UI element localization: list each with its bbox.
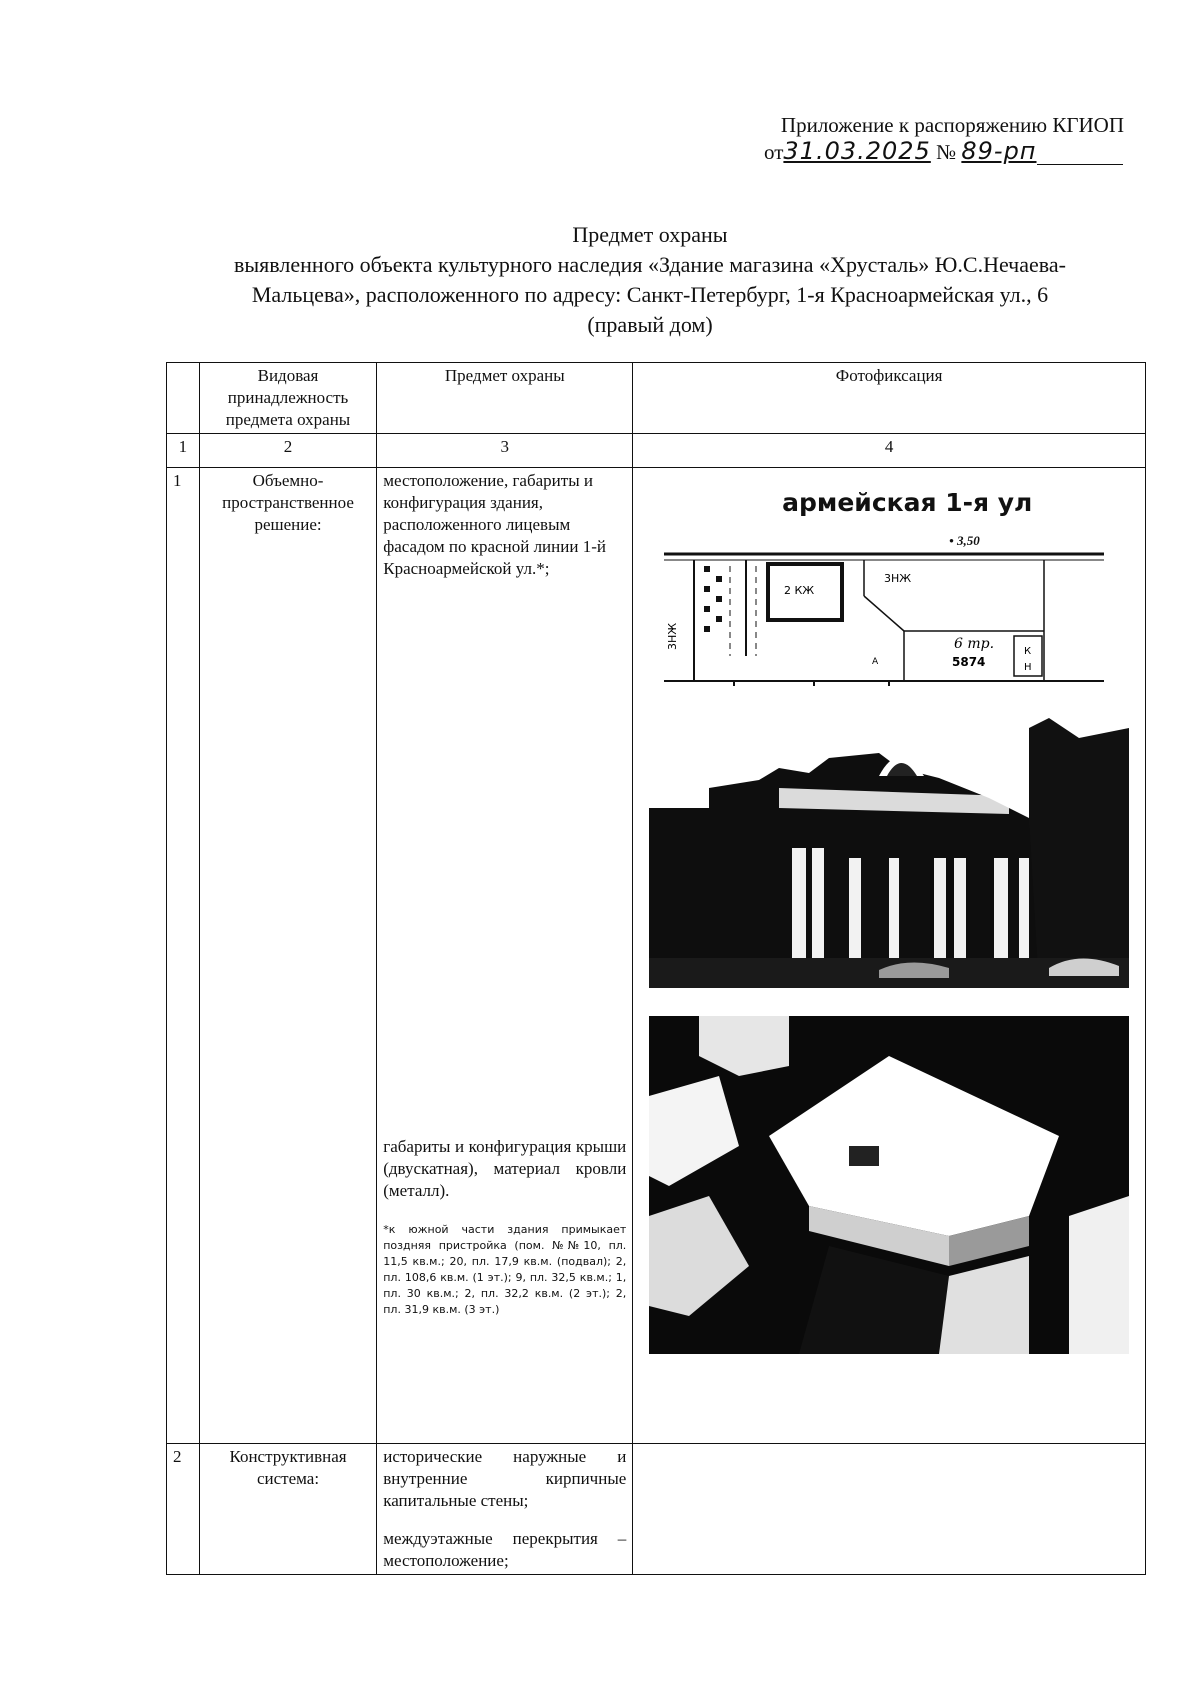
map-label-3nzh-side: 3НЖ [666, 622, 680, 650]
document-title [120, 220, 1180, 340]
col-number-1: 1 [167, 434, 200, 468]
row-number: 1 [167, 468, 200, 1444]
order-reference [764, 138, 1124, 165]
subject-floors: междуэтажные перекрытия – местоположение; [383, 1529, 627, 1570]
cadastral-map [664, 484, 1114, 684]
aerial-roof-photo [649, 1016, 1129, 1354]
header-cell-subject: Предмет охраны [377, 363, 633, 434]
title-line-3: Мальцева», расположенного по адресу: Санкт-Петербург, 1-я Красноармейская ул., 6 [251, 282, 1049, 307]
protection-subject-table [166, 362, 1146, 1575]
order-date: 31.03.2025 [783, 137, 931, 165]
row-number: 2 [167, 1444, 200, 1575]
map-elevation-mark: • 3,50 [949, 533, 980, 548]
map-label-2kzh: 2 КЖ [784, 584, 815, 597]
map-label-n: Н [1024, 662, 1032, 673]
map-label-k: К [1024, 646, 1032, 657]
table-header-row [167, 363, 1146, 434]
date-prefix: от [764, 140, 784, 164]
row-type: Объемно-пространственное решение: [199, 468, 376, 1444]
row-subject [377, 468, 633, 1444]
appendix-line: Приложение к распоряжению КГИОП [780, 113, 1124, 137]
subject-location: местоположение, габариты и конфигурация здания, расположенного лицевым фасадом по красной линии 1-й Красноармейской ул.*; [383, 471, 606, 578]
row-subject [377, 1444, 633, 1575]
order-number: 89-рп [961, 137, 1037, 165]
header-cell-photo: Фотофиксация [633, 363, 1146, 434]
table-numbers-row [167, 434, 1146, 468]
number-label: № [936, 140, 957, 164]
title-line-2: выявленного объекта культурного наследия «Здание магазина «Хрусталь» Ю.С.Нечаева- [234, 252, 1066, 277]
col-number-2: 2 [199, 434, 376, 468]
map-label-5874: 5874 [952, 655, 986, 669]
table-row [167, 1444, 1146, 1575]
header-cell-type: Видовая принадлежность предмета охраны [199, 363, 376, 434]
col-number-3: 3 [377, 434, 633, 468]
title-line-4: (правый дом) [587, 312, 713, 337]
map-label-6tr: 6 тр. [954, 636, 995, 652]
footnote: *к южной части здания примыкает поздняя пристройка (пом. №№10, пл. 11,5 кв.м.; 20, пл. 17,9 кв.м. (подвал); 2, пл. 108,6 кв.м. (1 эт.); 9, пл. 32,5 кв.м.; 1, пл. 30 кв.м.; 2, пл. 32,2 кв.м. (2 эт.); 2, пл. 31,9 кв.м. (3 эт.) [383, 1223, 627, 1316]
map-label-3nzh: 3НЖ [884, 572, 912, 585]
row-photos [633, 468, 1146, 1444]
subject-roof: габариты и конфигурация крыши (двускатная), материал кровли (металл). [383, 1137, 627, 1200]
title-line-1: Предмет охраны [572, 222, 728, 247]
map-plan [664, 546, 1114, 686]
row-type: Конструктивная система: [199, 1444, 376, 1575]
col-number-4: 4 [633, 434, 1146, 468]
map-street-label: армейская 1-я ул [782, 488, 1033, 517]
table-row [167, 468, 1146, 1444]
subject-walls: исторические наружные и внутренние кирпичные капитальные стены; [383, 1447, 627, 1510]
map-label-a: А [872, 657, 879, 667]
header-cell-num [167, 363, 200, 434]
signature-line [1037, 144, 1123, 165]
row-photos-empty [633, 1444, 1146, 1575]
appendix-header [704, 112, 1124, 165]
building-facade-photo [649, 718, 1129, 988]
